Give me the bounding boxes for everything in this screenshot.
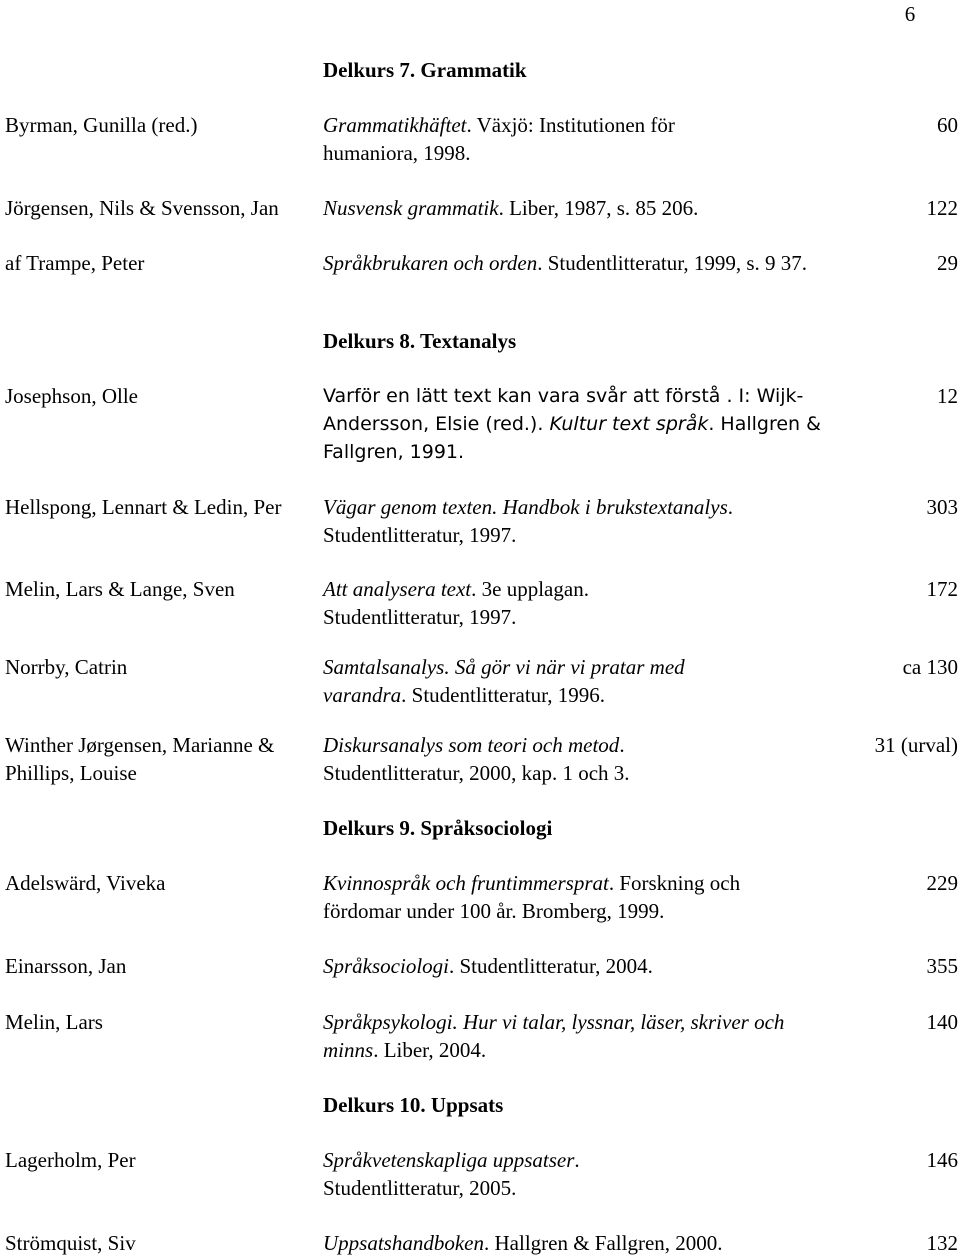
entry-title-italic: Språkvetenskapliga uppsatser	[323, 1148, 575, 1172]
entry-title-rest: . Hallgren & Fallgren, 2000.	[484, 1231, 723, 1255]
entry-title-rest: . Växjö: Institutionen för humaniora, 1998.	[323, 113, 675, 165]
section-heading-sprakskociologi: Delkurs 9. Språksociologi	[323, 816, 553, 840]
entry-title-rest: . 3e upplagan. Studentlitteratur, 1997.	[323, 577, 589, 629]
entry-pages: 12	[937, 384, 958, 408]
entry-author: Melin, Lars & Lange, Sven	[5, 577, 235, 601]
entry-title-pre: Varför en lätt text kan vara svår att förstå . I: Wijk-Andersson, Elsie (red.).	[323, 385, 804, 435]
entry-author: Jörgensen, Nils & Svensson, Jan	[5, 196, 279, 220]
entry-author: Byrman, Gunilla (red.)	[5, 113, 198, 137]
entry-title-rest: . Liber, 2004.	[373, 1038, 487, 1062]
section-heading-uppsats: Delkurs 10. Uppsats	[323, 1093, 504, 1117]
entry-title	[323, 575, 653, 631]
entry-title-italic: Nusvensk grammatik	[323, 196, 499, 220]
entry-title	[323, 869, 823, 925]
entry-author: Hellspong, Lennart & Ledin, Per	[5, 495, 282, 519]
entry-title-rest: . Studentlitteratur, 1996.	[401, 683, 606, 707]
entry-pages: 303	[926, 495, 958, 519]
entry-pages: 355	[926, 954, 958, 978]
entry-author: Norrby, Catrin	[5, 655, 128, 679]
entry-title	[323, 194, 843, 222]
entry-title-italic: Språkpsykologi. Hur vi talar, lyssnar, läser, skriver och minns	[323, 1010, 785, 1062]
page-number: 6	[904, 2, 916, 26]
entry-title-italic: Vägar genom texten. Handbok i brukstextanalys	[323, 495, 728, 519]
entry-pages: 132	[926, 1231, 958, 1255]
entry-title-italic: Att analysera text	[323, 577, 472, 601]
entry-pages: 122	[926, 196, 958, 220]
entry-author: Einarsson, Jan	[5, 954, 127, 978]
entry-title	[323, 653, 753, 709]
section-heading-textanalys: Delkurs 8. Textanalys	[323, 329, 517, 353]
entry-author: af Trampe, Peter	[5, 251, 145, 275]
entry-author: Adelswärd, Viveka	[5, 871, 166, 895]
entry-title-italic: Grammatikhäftet	[323, 113, 467, 137]
entry-title	[323, 1008, 833, 1064]
entry-author: Strömquist, Siv	[5, 1231, 136, 1255]
entry-title-italic: Diskursanalys som teori och metod	[323, 733, 620, 757]
section-heading-grammatik: Delkurs 7. Grammatik	[323, 58, 527, 82]
entry-author: Lagerholm, Per	[5, 1148, 136, 1172]
entry-pages: 140	[926, 1010, 958, 1034]
entry-pages: ca 130	[902, 655, 958, 679]
entry-title-italic: Samtalsanalys. Så gör vi när vi pratar med varandra	[323, 655, 685, 707]
entry-pages: 31 (urval)	[874, 733, 958, 757]
entry-title	[323, 952, 843, 980]
entry-pages: 60	[937, 113, 958, 137]
entry-title-rest: . Studentlitteratur, 2000, kap. 1 och 3.	[323, 733, 630, 785]
entry-title-italic: Kultur text språk	[549, 413, 709, 435]
entry-author: Melin, Lars	[5, 1010, 103, 1034]
entry-title-italic: Språksociologi	[323, 954, 449, 978]
entry-title	[323, 382, 843, 466]
entry-title-rest: . Studentlitteratur, 2005.	[323, 1148, 580, 1200]
entry-author: Josephson, Olle	[5, 384, 138, 408]
entry-title-rest: . Forskning och fördomar under 100 år. Bromberg, 1999.	[323, 871, 741, 923]
entry-title	[323, 111, 733, 167]
entry-pages: 172	[926, 577, 958, 601]
entry-pages: 29	[937, 251, 958, 275]
entry-title	[323, 249, 813, 277]
entry-title-rest: . Liber, 1987, s. 85 206.	[498, 196, 699, 220]
entry-title-rest: . Studentlitteratur, 1997.	[323, 495, 733, 547]
entry-pages: 146	[926, 1148, 958, 1172]
entry-pages: 229	[926, 871, 958, 895]
entry-title-italic: Språkbrukaren och orden	[323, 251, 538, 275]
entry-title-italic: Uppsatshandboken	[323, 1231, 484, 1255]
entry-title-rest: . Studentlitteratur, 1999, s. 9 37.	[537, 251, 808, 275]
entry-title	[323, 731, 723, 787]
entry-title-rest: . Studentlitteratur, 2004.	[449, 954, 653, 978]
entry-title	[323, 493, 813, 549]
entry-title-rest: . Hallgren & Fallgren, 1991.	[323, 413, 821, 463]
entry-title	[323, 1229, 843, 1257]
entry-title	[323, 1146, 643, 1202]
entry-author: Winther Jørgensen, Marianne & Phillips, Louise	[5, 733, 275, 785]
entry-title-italic: Kvinnospråk och fruntimmersprat	[323, 871, 609, 895]
